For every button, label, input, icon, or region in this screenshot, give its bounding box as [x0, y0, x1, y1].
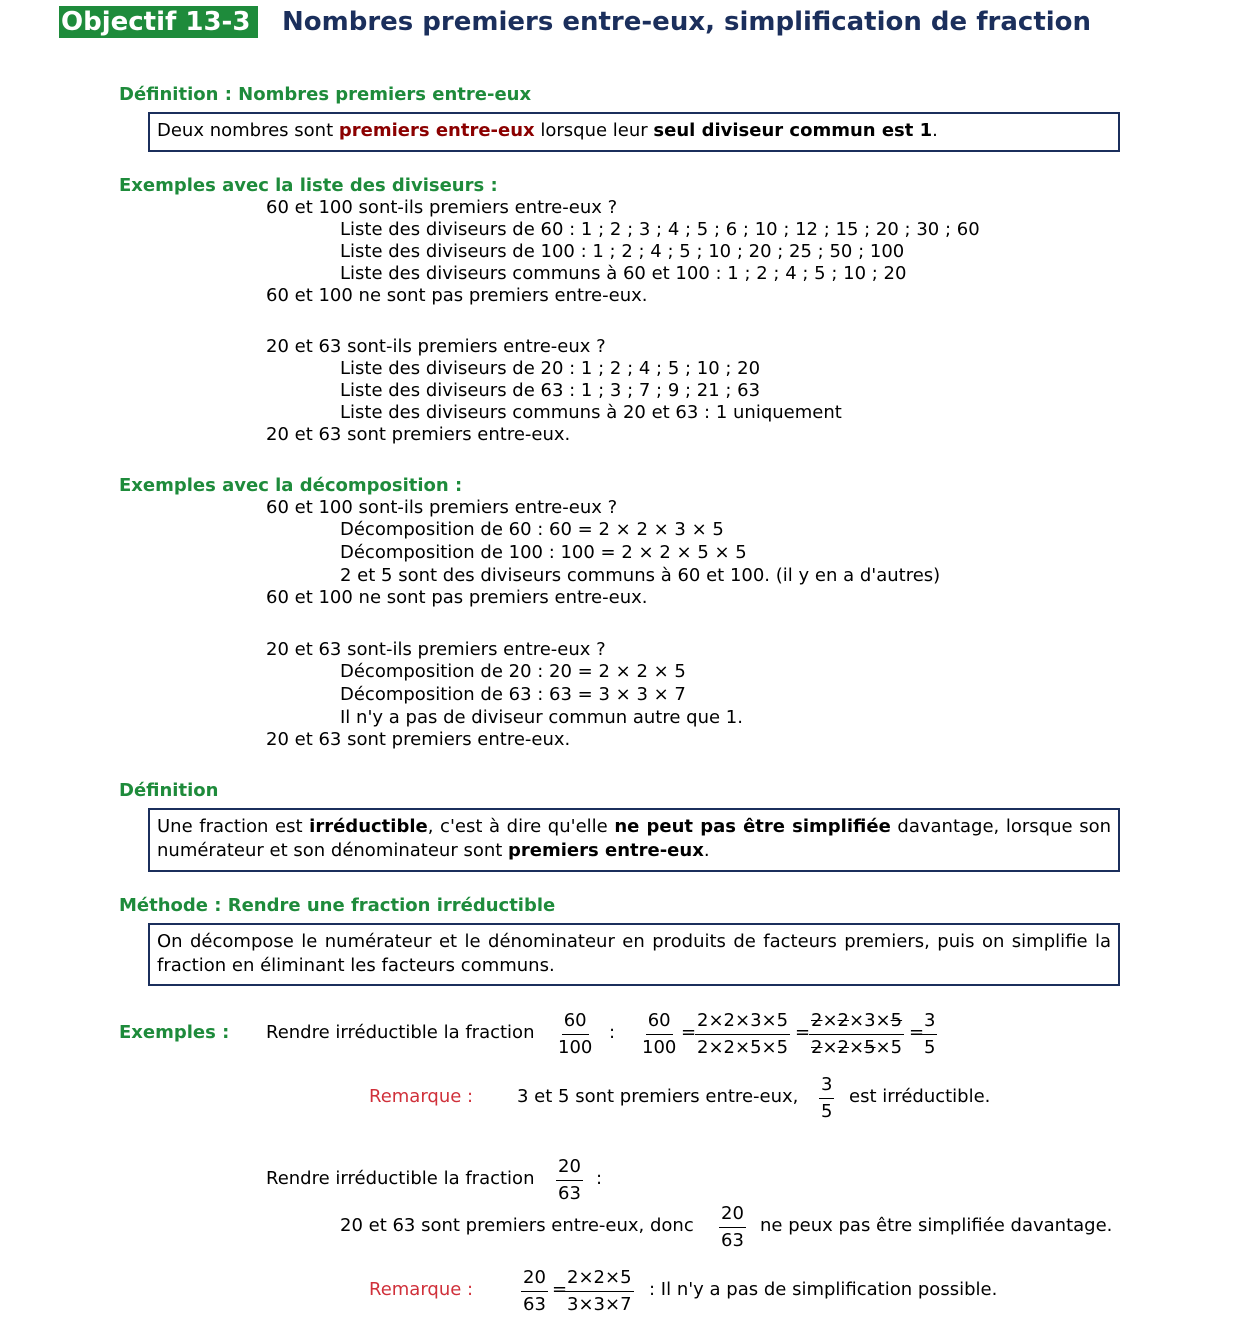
numerator: 60	[646, 1010, 673, 1035]
denominator: 5	[821, 1101, 833, 1122]
fraction-3-5	[819, 1074, 834, 1123]
example-line: Décomposition de 60 : 60 = 2 × 2 × 3 × 5	[340, 519, 724, 540]
equals-sign: =	[681, 1022, 697, 1043]
denominator: 2×2×5×5	[697, 1037, 789, 1058]
numerator: 2×2×5	[565, 1267, 634, 1292]
definition2-heading: Définition	[119, 780, 219, 801]
examples-decomposition-heading: Exemples avec la décomposition :	[119, 475, 463, 496]
colon: :	[609, 1022, 616, 1043]
numerator: 2×2×3×5	[695, 1010, 790, 1035]
example-line: Liste des diviseurs de 20 : 1 ; 2 ; 4 ; 5 ; 10 ; 20	[340, 358, 761, 379]
example-line: 60 et 100 sont-ils premiers entre-eux ?	[266, 197, 618, 218]
def-text: .	[703, 840, 710, 861]
example-conclusion: 60 et 100 ne sont pas premiers entre-eux.	[266, 587, 648, 608]
def-emphasis: seul diviseur commun est 1	[653, 120, 933, 141]
definition-box	[148, 112, 1120, 152]
example-line: Liste des diviseurs de 60 : 1 ; 2 ; 3 ; 4 ; 5 ; 6 ; 10 ; 12 ; 15 ; 20 ; 30 ; 60	[340, 219, 980, 240]
examples-heading: Exemples :	[119, 1022, 230, 1043]
example1-text: Rendre irréductible la fraction	[266, 1022, 535, 1043]
def-text: , c'est à dire qu'elle	[427, 816, 615, 837]
definition2-box	[148, 808, 1120, 872]
def-text: Une fraction est	[157, 816, 310, 837]
example-conclusion: 20 et 63 sont premiers entre-eux.	[266, 424, 571, 445]
example-line: 20 et 63 sont-ils premiers entre-eux ?	[266, 336, 606, 357]
example-line: 60 et 100 sont-ils premiers entre-eux ?	[266, 497, 618, 518]
example-line: Liste des diviseurs de 63 : 1 ; 3 ; 7 ; 9 ; 21 ; 63	[340, 380, 761, 401]
remark-label: Remarque :	[369, 1086, 474, 1107]
method-box	[148, 923, 1120, 986]
def-text: .	[932, 120, 938, 141]
denominator: 3×3×7	[567, 1294, 632, 1315]
example-line: 2 et 5 sont des diviseurs communs à 60 et 100. (il y en a d'autres)	[340, 565, 941, 586]
examples-divisors-heading: Exemples avec la liste des diviseurs :	[119, 175, 498, 196]
page-title: Nombres premiers entre-eux, simplification de fraction	[282, 7, 1092, 37]
def-text: lorsque leur	[534, 120, 654, 141]
equals-sign: =	[552, 1279, 568, 1300]
remark-text: 3 et 5 sont premiers entre-eux,	[517, 1086, 799, 1107]
numerator: 60	[562, 1010, 589, 1035]
fraction-decomposed	[695, 1010, 790, 1059]
def-keyword: premiers entre-eux	[338, 120, 535, 141]
denominator: 63	[523, 1294, 546, 1315]
objective-badge: Objectif 13-3	[59, 6, 258, 38]
fraction-3-5	[922, 1010, 937, 1059]
numerator: 3	[819, 1074, 834, 1099]
definition-heading: Définition : Nombres premiers entre-eux	[119, 84, 532, 105]
remark-text: : Il n'y a pas de simplification possible.	[649, 1279, 998, 1300]
denominator: 63	[721, 1230, 744, 1251]
fraction-60-100	[640, 1010, 678, 1059]
numerator: 20	[719, 1203, 746, 1228]
numerator: 3	[922, 1010, 937, 1035]
fraction-60-100	[556, 1010, 594, 1059]
example-line: 20 et 63 sont-ils premiers entre-eux ?	[266, 639, 606, 660]
equals-sign: =	[795, 1022, 811, 1043]
example2-line: ne peux pas être simplifiée davantage.	[760, 1215, 1113, 1236]
example-line: Décomposition de 20 : 20 = 2 × 2 × 5	[340, 661, 686, 682]
def-emphasis: irréductible	[309, 816, 428, 837]
numerator: 2×2×3×5	[809, 1010, 904, 1035]
example2-text: Rendre irréductible la fraction	[266, 1168, 535, 1189]
equals-sign: =	[909, 1022, 925, 1043]
example-line: Liste des diviseurs communs à 20 et 63 : 1 uniquement	[340, 402, 842, 423]
colon: :	[596, 1168, 603, 1189]
example-conclusion: 20 et 63 sont premiers entre-eux.	[266, 729, 571, 750]
example2-line: 20 et 63 sont premiers entre-eux, donc	[340, 1215, 694, 1236]
def-text: davantage, lorsque son numérateur et son dénominateur sont	[157, 816, 1111, 861]
denominator: 63	[558, 1183, 581, 1204]
remark-text: est irréductible.	[849, 1086, 991, 1107]
fraction-20-63	[521, 1267, 548, 1316]
fraction-simplified-crossed	[809, 1010, 904, 1059]
denominator: 100	[642, 1037, 677, 1058]
def-emphasis: ne peut pas être simplifiée	[614, 816, 891, 837]
def-emphasis: premiers entre-eux	[508, 840, 704, 861]
fraction-decomposed-2	[565, 1267, 634, 1316]
denominator: 5	[924, 1037, 936, 1058]
example-line: Liste des diviseurs de 100 : 1 ; 2 ; 4 ; 5 ; 10 ; 20 ; 25 ; 50 ; 100	[340, 241, 905, 262]
example-line: Liste des diviseurs communs à 60 et 100 : 1 ; 2 ; 4 ; 5 ; 10 ; 20	[340, 263, 907, 284]
fraction-20-63	[556, 1156, 583, 1205]
example-line: Décomposition de 63 : 63 = 3 × 3 × 7	[340, 684, 686, 705]
fraction-20-63	[719, 1203, 746, 1252]
denominator: 100	[558, 1037, 593, 1058]
example-line: Il n'y a pas de diviseur commun autre que 1.	[340, 707, 743, 728]
remark-label: Remarque :	[369, 1279, 474, 1300]
example-line: Décomposition de 100 : 100 = 2 × 2 × 5 × 5	[340, 542, 747, 563]
denominator: 2×2×5×5	[811, 1037, 903, 1058]
method-text: On décompose le numérateur et le dénominateur en produits de facteurs premiers, puis on simplifie la fraction en éliminant les facteurs communs.	[157, 931, 1111, 976]
example-conclusion: 60 et 100 ne sont pas premiers entre-eux.	[266, 285, 648, 306]
method-heading: Méthode : Rendre une fraction irréductible	[119, 895, 556, 916]
numerator: 20	[521, 1267, 548, 1292]
numerator: 20	[556, 1156, 583, 1181]
def-text: Deux nombres sont	[157, 120, 339, 141]
